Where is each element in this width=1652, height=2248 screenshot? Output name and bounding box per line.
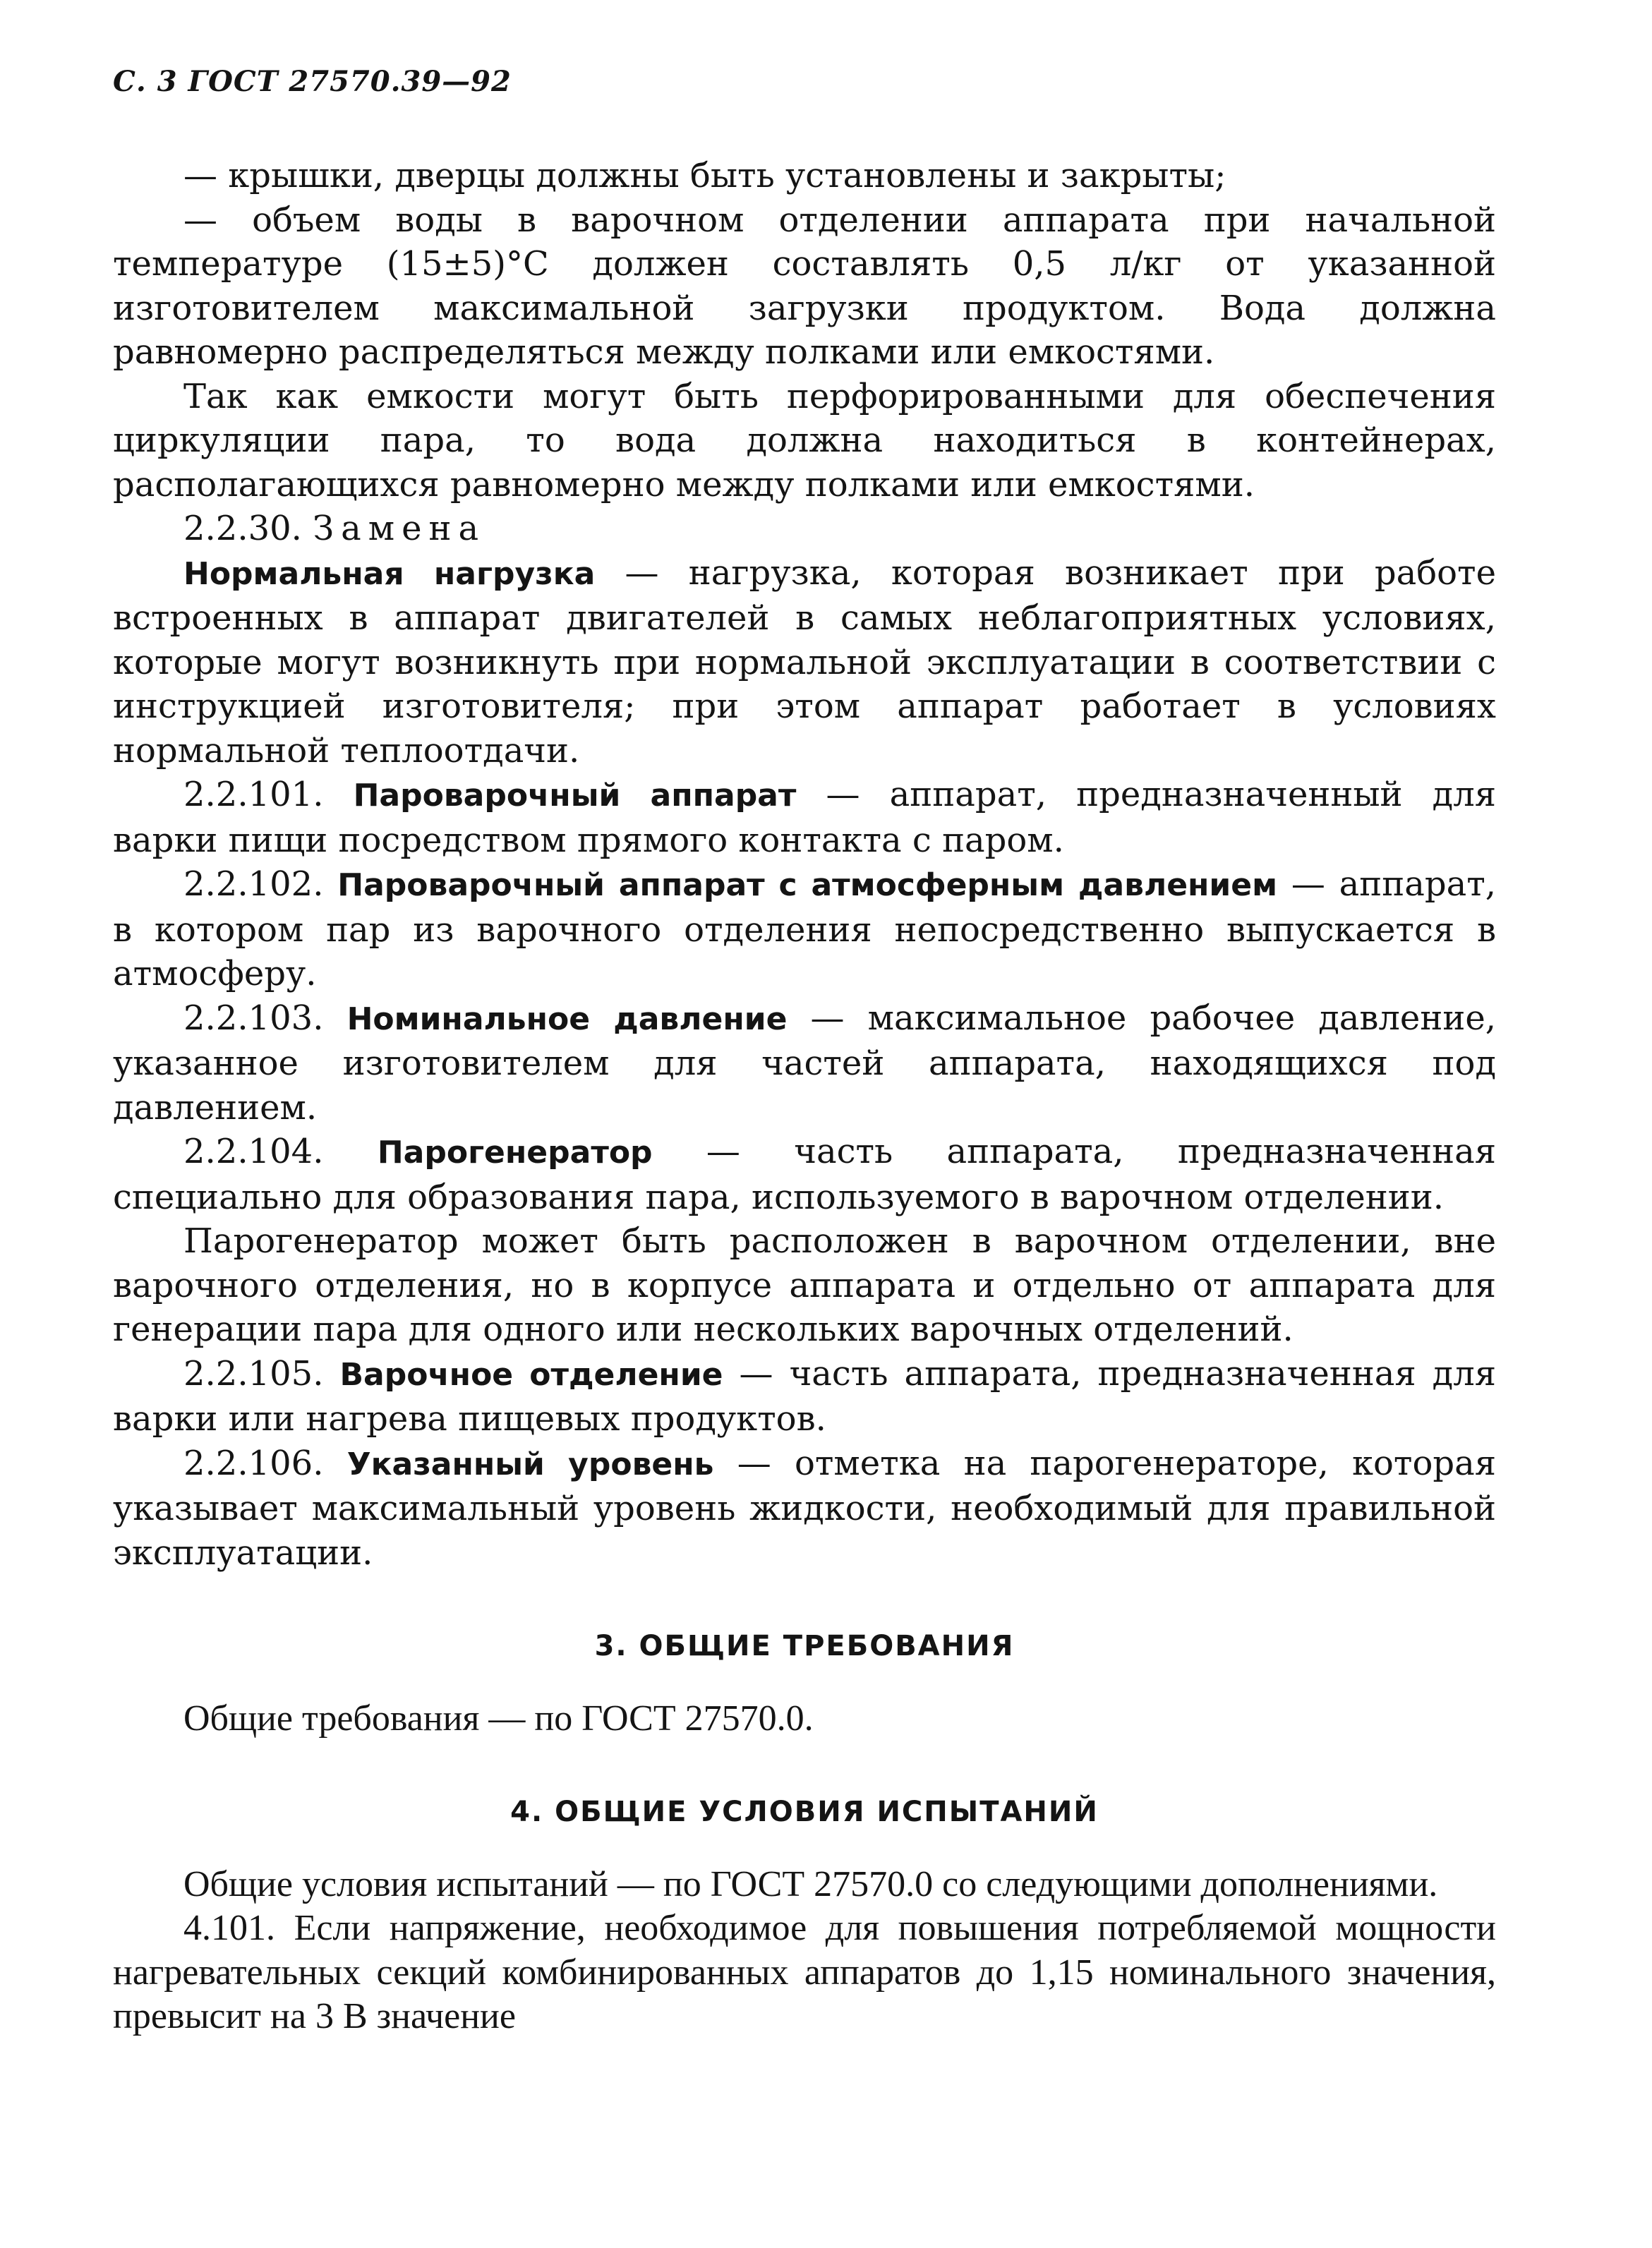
- clause-number: 2.2.101.: [183, 775, 324, 814]
- clause-number: 2.2.102.: [183, 864, 324, 904]
- definition-text: — аппарат, предназначенный для варки пищи посредством прямого контакта с паром.: [113, 775, 1496, 860]
- definition-2-2-103: [113, 996, 1496, 1130]
- term: Пароварочный аппарат: [353, 778, 797, 814]
- clause-4-101: 4.101. Если напряжение, необходимое для повышения потребляемой мощности нагревательных секций комбинированных аппаратов до 1,15 номинального значения, превысит на 3 В значение: [113, 1908, 1496, 2036]
- definition-text: — часть аппарата, предназначенная для варки или нагрева пищевых продуктов.: [113, 1353, 1497, 1439]
- definition-2-2-104: [113, 1130, 1496, 1219]
- section-4-heading: 4. ОБЩИЕ УСЛОВИЯ ИСПЫТАНИЙ: [510, 1796, 1099, 1828]
- clause-number: 2.2.103.: [183, 998, 324, 1038]
- term: Нормальная нагрузка: [183, 555, 596, 592]
- definition-2-2-101: [113, 773, 1496, 862]
- paragraph: — объем воды в варочном отделении аппарата при начальной температуре (15±5)°C должен составлять 0,5 л/кг от указанной изготовителем максимальной загрузки продуктом. Вода должна равномерно распределяться между полками или емкостями.: [113, 200, 1496, 372]
- term: Указанный уровень: [346, 1446, 714, 1482]
- term: Варочное отделение: [339, 1356, 723, 1393]
- definition-2-2-106: [113, 1442, 1496, 1576]
- definition-text: — аппарат, в котором пар из варочного отделения непосредственно выпускается в атмосферу.: [113, 864, 1497, 993]
- section-3-text: Общие требования — по ГОСТ 27570.0.: [183, 1698, 814, 1739]
- definition-2-2-102: [113, 862, 1496, 996]
- spacer: [113, 1669, 1496, 1697]
- paragraph: — крышки, дверцы должны быть установлены и закрыты;: [183, 156, 1226, 195]
- section-3-heading: 3. ОБЩИЕ ТРЕБОВАНИЯ: [594, 1630, 1015, 1662]
- definition-text: — отметка на парогенераторе, которая указывает максимальный уровень жидкости, необходимый для правильной эксплуатации.: [113, 1443, 1497, 1573]
- clause-2-2-30: [113, 507, 1496, 551]
- definition-text: — максимальное рабочее давление, указанное изготовителем для частей аппарата, находящихся под давлением.: [113, 998, 1496, 1128]
- clause-replacement: Замена: [313, 509, 486, 548]
- paragraph: Так как емкости могут быть перфорированными для обеспечения циркуляции пара, то вода должна находиться в контейнерах, располагающихся равномерно между полками или емкостями.: [113, 376, 1496, 504]
- page-header: С. 3 ГОСТ 27570.39—92: [113, 65, 512, 98]
- definition-normal-load: [113, 551, 1496, 773]
- spacer: [113, 1835, 1496, 1863]
- definition-text: — нагрузка, которая возникает при работе встроенных в аппарат двигателей в самых неблагоприятных условиях, которые могут возникнуть при нормальной эксплуатации в соответствии с инструкцией изготовителя; при этом аппарат работает в условиях нормальной теплоотдачи.: [113, 552, 1497, 771]
- section-4-text: Общие условия испытаний — по ГОСТ 27570.0 со следующими дополнениями.: [183, 1863, 1438, 1904]
- spacer: [113, 1741, 1496, 1790]
- term: Номинальное давление: [346, 1001, 788, 1037]
- definition-text: — часть аппарата, предназначенная специально для образования пара, используемого в варочном отделении.: [113, 1132, 1496, 1217]
- clause-number: 2.2.30.: [183, 509, 302, 548]
- clause-number: 2.2.104.: [183, 1132, 324, 1171]
- definition-2-2-105: [113, 1352, 1496, 1442]
- clause-number: 2.2.105.: [183, 1353, 324, 1394]
- spacer: [113, 1575, 1496, 1624]
- term: Парогенератор: [377, 1135, 653, 1171]
- document-body: [113, 154, 1496, 2039]
- paragraph: Парогенератор может быть расположен в варочном отделении, вне варочного отделения, но в корпусе аппарата и отдельно от аппарата для генерации пара для одного или нескольких варочных отделений.: [113, 1221, 1496, 1349]
- term: Пароварочный аппарат с атмосферным давлением: [337, 867, 1278, 903]
- clause-number: 2.2.106.: [183, 1443, 324, 1483]
